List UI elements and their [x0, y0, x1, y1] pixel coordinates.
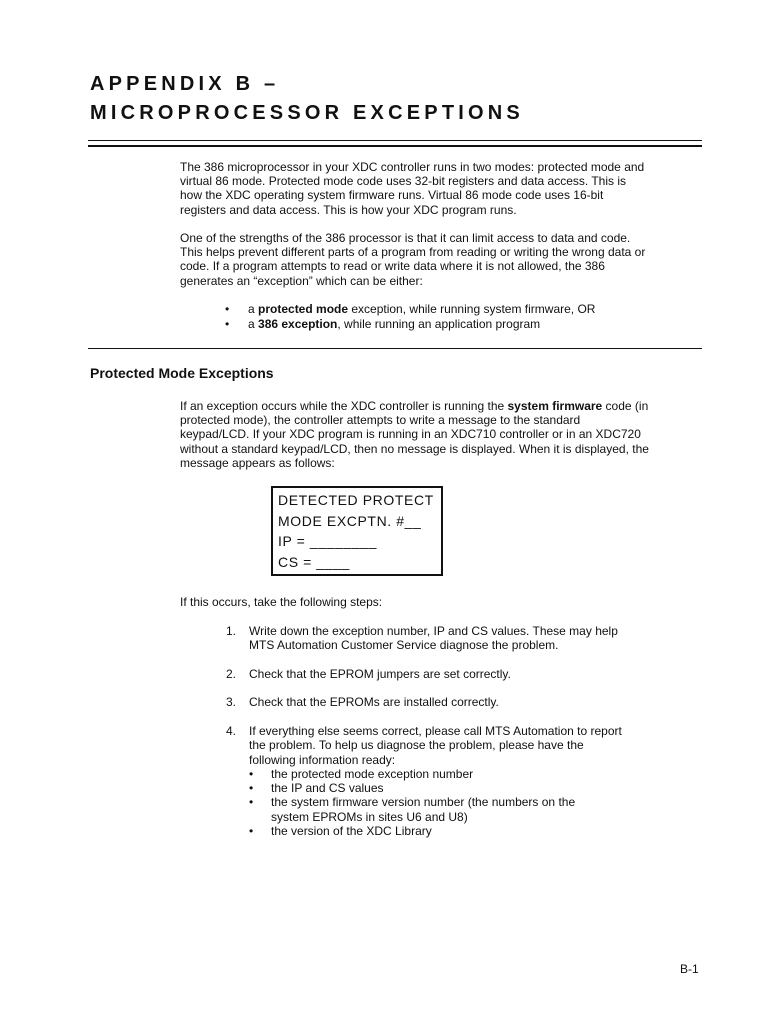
bullet-icon: •	[225, 302, 230, 316]
info-checklist	[249, 767, 622, 838]
title-line-2: MICROPROCESSOR EXCEPTIONS	[90, 102, 524, 124]
list-item	[249, 781, 622, 795]
exception-type-list	[226, 302, 595, 332]
text-line: code. If a program attempts to read or write data where it is not allowed, the 386	[180, 259, 605, 274]
section-heading: Protected Mode Exceptions	[90, 365, 274, 381]
text: code (in	[602, 399, 649, 413]
text-line: the IP and CS values	[271, 781, 384, 796]
list-item	[226, 302, 595, 317]
lcd-line: IP = ________	[278, 533, 378, 549]
title-line-1: APPENDIX B –	[90, 73, 280, 95]
lcd-line: MODE EXCPTN. #__	[278, 512, 422, 529]
lcd-line: DETECTED PROTECT	[278, 492, 434, 508]
bold-term: system firmware	[507, 399, 603, 413]
list-item	[249, 824, 622, 838]
text-line: If everything else seems correct, please call MTS Automation to report	[249, 724, 622, 738]
bullet-icon: •	[249, 824, 254, 839]
step-text	[249, 624, 618, 653]
bold-term: 386 exception	[258, 317, 338, 331]
step-text	[249, 724, 622, 838]
section-divider	[88, 348, 702, 349]
lcd-message-box	[271, 486, 443, 576]
text: If an exception occurs while the XDC controller is running the	[180, 399, 508, 413]
page-number: B-1	[680, 962, 699, 976]
step-number: 3.	[226, 695, 237, 709]
intro-paragraph-1	[180, 160, 680, 217]
intro-paragraph-2	[180, 231, 680, 288]
list-item	[226, 317, 595, 332]
text-line: system EPROMs in sites U6 and U8)	[271, 809, 468, 824]
text-line: One of the strengths of the 386 processor is that it can limit access to data and code.	[180, 231, 631, 245]
text-line: virtual 86 mode. Protected mode code uses 32-bit registers and data access. This is	[180, 174, 627, 189]
text: a	[248, 317, 259, 331]
text-line: MTS Automation Customer Service diagnose the problem.	[249, 638, 559, 653]
text-line: keypad/LCD. If your XDC program is running in an XDC710 controller or in an XDC720	[180, 427, 641, 442]
text-line: Write down the exception number, IP and CS values. These may help	[249, 624, 618, 638]
bullet-icon: •	[249, 795, 254, 810]
list-item	[249, 795, 622, 824]
bullet-icon: •	[249, 781, 254, 796]
page-title	[90, 70, 524, 128]
step-number: 1.	[226, 624, 237, 638]
title-divider-thin	[88, 140, 702, 141]
bullet-icon: •	[225, 317, 230, 331]
text-line: registers and data access. This is how your XDC program runs.	[180, 202, 517, 217]
text-line: This helps prevent different parts of a program from reading or writing the wrong data or	[180, 245, 646, 260]
text-line: message appears as follows:	[180, 455, 335, 470]
text-line: without a standard keypad/LCD, then no message is displayed. When it is displayed, the	[180, 441, 649, 456]
step-text: Check that the EPROMs are installed correctly.	[249, 695, 499, 709]
text-line: following information ready:	[249, 752, 396, 767]
text-line: the problem. To help us diagnose the problem, please have the	[249, 738, 584, 753]
section-paragraph-1	[180, 399, 680, 470]
bullet-icon: •	[249, 766, 254, 781]
title-divider-thick	[88, 145, 702, 147]
text-line: the protected mode exception number	[271, 766, 474, 781]
step-text: Check that the EPROM jumpers are set correctly.	[249, 667, 511, 681]
text: , while running an application program	[337, 317, 541, 331]
text-line: how the XDC operating system firmware runs. Virtual 86 mode code uses 16-bit	[180, 188, 604, 203]
text-line: the system firmware version number (the numbers on the	[271, 795, 576, 810]
text-line: protected mode), the controller attempts to write a message to the standard	[180, 413, 581, 428]
steps-intro: If this occurs, take the following steps:	[180, 595, 383, 609]
lcd-line: CS = ____	[278, 553, 350, 570]
text-line: the version of the XDC Library	[271, 824, 432, 839]
text: a	[248, 302, 259, 316]
text-line: generates an “exception” which can be either:	[180, 273, 423, 288]
text: exception, while running system firmware, OR	[348, 302, 596, 316]
bold-term: protected mode	[258, 302, 349, 316]
text-line: The 386 microprocessor in your XDC controller runs in two modes: protected mode and	[180, 160, 645, 174]
list-item	[249, 767, 622, 781]
step-number: 2.	[226, 667, 237, 681]
step-number: 4.	[226, 724, 237, 738]
